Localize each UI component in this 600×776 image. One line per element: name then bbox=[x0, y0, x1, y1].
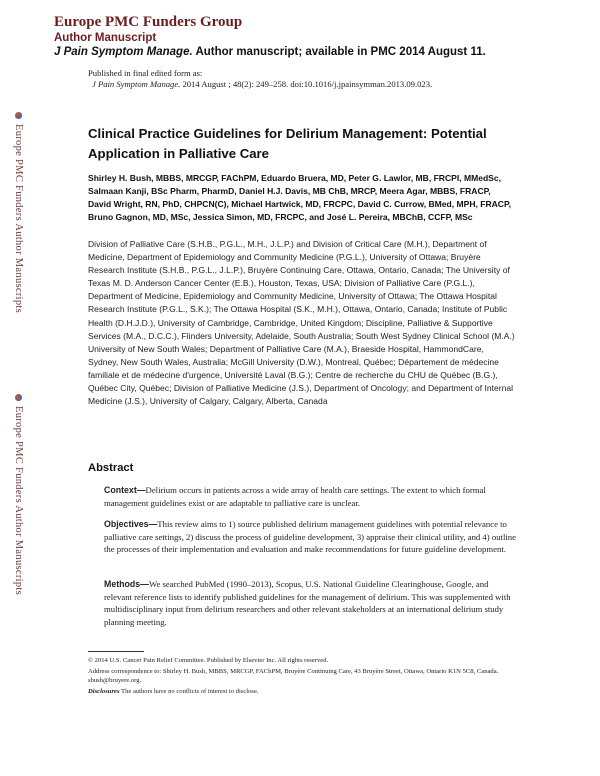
published-label: Published in final edited form as: bbox=[88, 68, 203, 78]
published-citation-detail: . 2014 August ; 48(2): 249–258. doi:10.1016/j.jpainsymman.2013.09.023. bbox=[178, 79, 433, 89]
disclosures bbox=[88, 687, 518, 696]
objectives-text: This review aims to 1) source published delirium management guidelines with potential relevance to palliative care settings, 2) discuss the process of guideline development, 3) appraise their clinical utility, and 4) outline the processes of their implementation and evaluation and make recommendations for future guideline development. bbox=[104, 519, 516, 555]
correspondence-address: Address correspondence to: Shirley H. Bush, MBBS, MRCGP, FAChPM, Bruyère Continuing Care, 43 Bruyère Street, Ottawa, Ontario K1N 5C8, Canada. sbush@bruyere.org. bbox=[88, 667, 499, 684]
methods-text: We searched PubMed (1990–2013), Scopus, U.S. National Guideline Clearinghouse, Google, and relevant reference lists to identify published guidelines for the management of delirium. This was supplemented with multidisciplinary input from delirium researchers and other relevant stakeholders at an international delirium study planning meeting. bbox=[104, 579, 511, 627]
published-citation bbox=[88, 79, 588, 90]
objectives-label: Objectives— bbox=[104, 519, 158, 529]
published-journal: J Pain Symptom Manage bbox=[92, 79, 179, 89]
abstract-objectives bbox=[104, 518, 516, 556]
sidebar-label-top bbox=[12, 112, 24, 313]
published-in-block bbox=[88, 68, 588, 90]
article-affiliations: Division of Palliative Care (S.H.B., P.G.L., M.H., J.L.P.) and Division of Critical Care (M.H.), Department of Medicine, Department of Epidemiology and Community Medicine (P.G.L.), University of Ottawa; Bruyère Research Institute (S.H.B., P.G.L., J.L.P.), Bruyère Continuing Care, Ottawa, Ontario, Canada; The University of Texas M. D. Anderson Cancer Center (E.B.), Houston, Texas, USA; Division of Palliative Care (P.G.L.), Department of Medicine, Epidemiology and Community Medicine, University of Ottawa; The Ottawa Hospital Research Institute (P.G.L., S.K.); The Ottawa Hospital (S.K., M.H.), Ottawa, Ontario, Canada; Institute of Public Health (D.H.J.D.), University of Cambridge, Cambridge, United Kingdom; Discipline, Palliative & Supportive Services (M.A., D.C.C.), Flinders University, Adelaide, South Australia; South West Sydney Clinical School (M.A.) University of New South Wales; Department of Palliative Care (M.A.), Braeside Hospital, HammondCare, Sydney, New South Wales, Australia; McGill University (D.W.), Montreal, Québec; Département de médecine familiale et de médecine d'urgence, Université Laval (B.G.); Centre de recherche du CHU de Québec (B.G.), Québec City, Québec; Division of Palliative Medicine (J.S.), Department of Oncology; and Department of Internal Medicine (J.S.), University of Calgary, Calgary, Alberta, Canada bbox=[88, 239, 515, 407]
abstract-methods bbox=[104, 578, 516, 628]
methods-label: Methods— bbox=[104, 579, 149, 589]
abstract-context bbox=[104, 484, 516, 509]
sidebar-label-bottom bbox=[12, 394, 24, 595]
europe-pmc-logo-icon bbox=[15, 112, 22, 119]
funders-group-title: Europe PMC Funders Group bbox=[54, 14, 243, 30]
sidebar-label-bottom-text: Europe PMC Funders Author Manuscripts bbox=[13, 406, 24, 596]
disclosures-label: Disclosures bbox=[88, 687, 120, 695]
disclosures-text: The authors have no conflicts of interest to disclose. bbox=[119, 687, 259, 695]
manuscript-header bbox=[54, 14, 594, 59]
journal-availability-line bbox=[54, 45, 594, 59]
article-title: Clinical Practice Guidelines for Delirium Management: Potential Application in Palliative Care bbox=[88, 126, 487, 161]
availability-text: Author manuscript; available in PMC 2014 August 11. bbox=[192, 46, 486, 58]
abstract-heading: Abstract bbox=[88, 462, 134, 474]
article-authors: Shirley H. Bush, MBBS, MRCGP, FAChPM, Eduardo Bruera, MD, Peter G. Lawlor, MB, FRCPI, MMedSc, Salmaan Kanji, BSc Pharm, PharmD, Daniel H.J. Davis, MB ChB, MRCP, Meera Agar, MBBS, FRACP, David Wright, RN, PhD, CHPCN(C), Michael Hartwick, MD, FRCPC, David C. Currow, BMed, MPH, FRACP, Bruno Gagnon, MD, MSc, Jessica Simon, MD, FRCPC, and José L. Pereira, MBChB, CCFP, MSc bbox=[88, 173, 511, 223]
sidebar-label-top-text: Europe PMC Funders Author Manuscripts bbox=[13, 124, 24, 314]
journal-name: J Pain Symptom Manage. bbox=[54, 46, 193, 58]
footnote-divider bbox=[88, 651, 144, 652]
context-label: Context— bbox=[104, 485, 146, 495]
manuscript-type: Author Manuscript bbox=[54, 32, 157, 44]
copyright-notice: © 2014 U.S. Cancer Pain Relief Committee. Published by Elsevier Inc. All rights reserved. bbox=[88, 657, 329, 664]
context-text: Delirium occurs in patients across a wide array of health care settings. The extent to which formal management guidelines exist or are adaptable to palliative care is unclear. bbox=[104, 485, 486, 508]
europe-pmc-logo-icon bbox=[15, 394, 22, 401]
sidebar-watermark bbox=[0, 108, 28, 628]
footnotes bbox=[88, 651, 518, 697]
